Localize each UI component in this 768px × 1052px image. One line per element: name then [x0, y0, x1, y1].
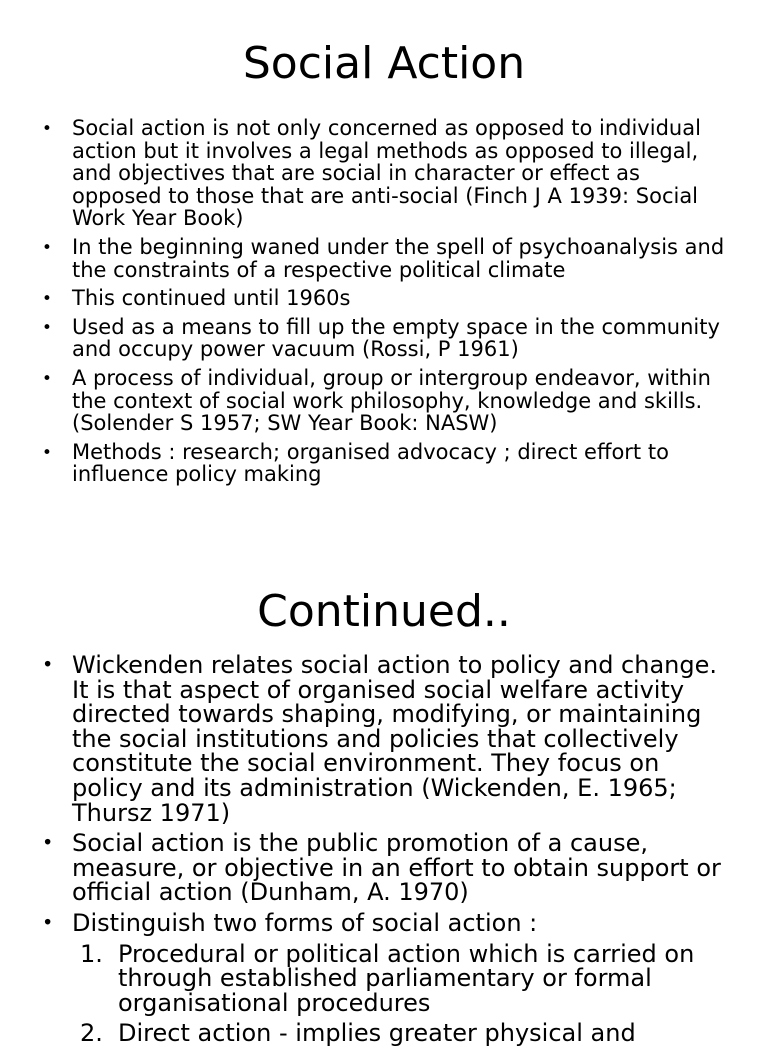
list-item-text: Used as a means to fill up the empty space in the community and occupy power vacuum (Rossi, P 1961): [72, 314, 720, 362]
slide-continued: [0, 570, 768, 1048]
list-item-text: Social action is not only concerned as opposed to individual action but it involves a legal methods as opposed to illegal, and objectives that are social in character or effect as opposed to those that are anti-social (Finch J A 1939: Social Work Year Book): [72, 116, 701, 231]
list-item: [42, 367, 732, 435]
list-item: [42, 653, 732, 825]
numbered-item: [72, 1021, 732, 1046]
bullet-icon: •: [42, 653, 54, 676]
list-item: [42, 117, 732, 230]
bullet-icon: •: [42, 910, 54, 934]
list-item-text: Methods : research; organised advocacy ; direct effort to influence policy making: [72, 439, 669, 487]
bullet-list: [42, 653, 732, 1052]
list-item: [42, 831, 732, 905]
bullet-icon: •: [42, 441, 52, 462]
numbered-list: [72, 939, 732, 1048]
list-item-text: Social action is the public promotion of a cause, measure, or objective in an effort to obtain support or official action (Dunham, A. 1970): [72, 829, 721, 907]
list-item-text: A process of individual, group or intergroup endeavor, within the context of social work philosophy, knowledge and skills. (Solender S 1957; SW Year Book: NASW): [72, 365, 711, 436]
bullet-list: [42, 117, 732, 492]
list-item-text: This continued until 1960s: [72, 286, 351, 311]
numbered-item-text: Procedural or political action which is carried on through established parliamentary or formal organisational procedures: [118, 939, 695, 1017]
list-item: [42, 908, 732, 1048]
list-item: [42, 287, 732, 310]
item-number: 2.: [80, 1019, 103, 1048]
list-item: [42, 316, 732, 361]
list-item-text: Wickenden relates social action to policy and change. It is that aspect of organised social welfare activity directed towards shaping, modifying, or maintaining the social institutions and policies that collectively constitute the social environment. They focus on policy and its administration (Wickenden, E. 1965; Thursz 1971): [72, 651, 718, 827]
item-number: 1.: [80, 939, 103, 968]
numbered-item: [72, 939, 732, 1017]
bullet-icon: •: [42, 831, 54, 855]
list-item-text: In the beginning waned under the spell of psychoanalysis and the constraints of a respective political climate: [72, 234, 725, 282]
slide-title: Social Action: [242, 38, 526, 89]
bullet-icon: •: [42, 316, 52, 337]
list-item-text: Distinguish two forms of social action :: [72, 908, 538, 937]
bullet-icon: •: [42, 367, 52, 388]
numbered-item-text: Direct action - implies greater physical and: [118, 1019, 636, 1048]
bullet-icon: •: [42, 236, 52, 257]
slide-title: Continued..: [257, 586, 511, 637]
list-item: [42, 236, 732, 281]
list-item: [42, 441, 732, 486]
bullet-icon: •: [42, 288, 52, 309]
bullet-icon: •: [42, 118, 52, 138]
